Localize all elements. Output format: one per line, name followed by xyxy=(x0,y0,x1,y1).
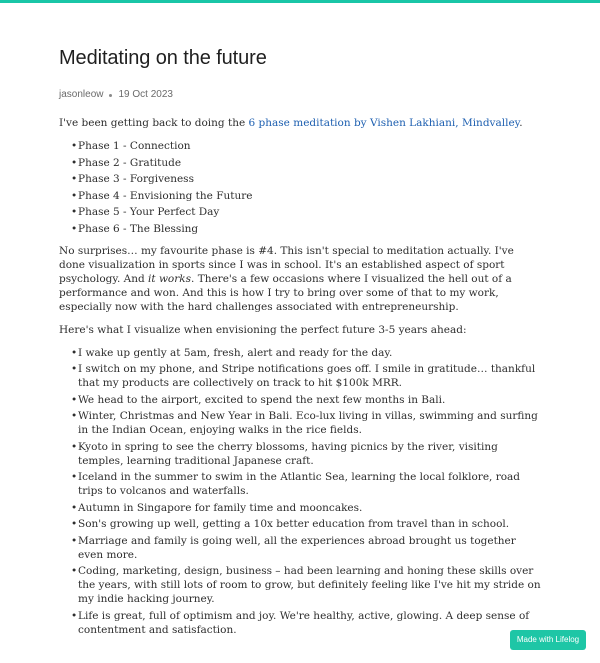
list-item: • I switch on my phone, and Stripe notifications goes off. I smile in gratitude… thankful that my products are collectively on track to hit $100k MRR. xyxy=(78,362,541,390)
phases-list xyxy=(59,139,541,236)
made-with-lifelog-button[interactable]: Made with Lifelog xyxy=(510,630,586,650)
post-title: Meditating on the future xyxy=(59,47,267,69)
favourite-phase-paragraph xyxy=(59,244,541,314)
list-item: • Phase 5 - Your Perfect Day xyxy=(78,205,541,219)
intro-text: I've been getting back to doing the xyxy=(59,117,249,129)
list-item: • I wake up gently at 5am, fresh, alert and ready for the day. xyxy=(78,346,541,360)
paragraph2-before: No surprises… my favourite phase is #4. This isn't special to meditation actually. I've done visualization in sports since I was in school. It's an established aspect of sport psychology. And xyxy=(59,244,514,285)
list-item: • Son's growing up well, getting a 10x better education from travel than in school. xyxy=(78,517,541,531)
intro-after: . xyxy=(519,117,523,129)
paragraph2-after: . There's a few occasions where I visualized the hell out of a performance and won. And this is how I try to bring over some of that to my work, especially now with the hard challenges associated with entrepreneurship. xyxy=(59,272,512,313)
meditation-link[interactable]: 6 phase meditation by Vishen Lakhiani, Mindvalley xyxy=(248,117,520,129)
future-list xyxy=(59,346,541,637)
list-item: • Phase 6 - The Blessing xyxy=(78,222,541,236)
list-item: • Phase 3 - Forgiveness xyxy=(78,172,541,186)
post-article xyxy=(59,44,541,645)
list-item: • Winter, Christmas and New Year in Bali. Eco-lux living in villas, swimming and surfing in the Indian Ocean, enjoying walks in the rice fields. xyxy=(78,409,541,437)
list-item: • Marriage and family is going well, all the experiences abroad brought us together even more. xyxy=(78,534,541,562)
list-item: • Coding, marketing, design, business – had been learning and honing these skills over the years, with still lots of room to grow, but definitely feeling like I've hit my stride on my indie hacking journey. xyxy=(78,564,541,606)
post-meta xyxy=(59,88,541,102)
list-item: • Life is great, full of optimism and joy. We're healthy, active, glowing. A deep sense of contentment and satisfaction. xyxy=(78,609,541,637)
post-date: 19 Oct 2023 xyxy=(118,89,173,100)
list-item: • Phase 4 - Envisioning the Future xyxy=(78,189,541,203)
paragraph2-emphasis: it works xyxy=(148,272,192,285)
list-item: • We head to the airport, excited to spend the next few months in Bali. xyxy=(78,393,541,407)
meta-separator-dot xyxy=(109,94,112,97)
post-author[interactable]: jasonleow xyxy=(59,89,104,100)
top-accent-bar xyxy=(0,0,600,3)
list-item: • Phase 2 - Gratitude xyxy=(78,156,541,170)
list-item: • Phase 1 - Connection xyxy=(78,139,541,153)
post-content xyxy=(59,116,541,637)
list-item: • Kyoto in spring to see the cherry blossoms, having picnics by the river, visiting temples, learning traditional Japanese craft. xyxy=(78,440,541,468)
intro-paragraph xyxy=(59,116,541,130)
list-item: • Autumn in Singapore for family time and mooncakes. xyxy=(78,501,541,515)
list-item: • Iceland in the summer to swim in the Atlantic Sea, learning the local folklore, road trips to volcanos and waterfalls. xyxy=(78,470,541,498)
visualize-intro-paragraph: Here's what I visualize when envisioning the perfect future 3-5 years ahead: xyxy=(59,323,467,336)
